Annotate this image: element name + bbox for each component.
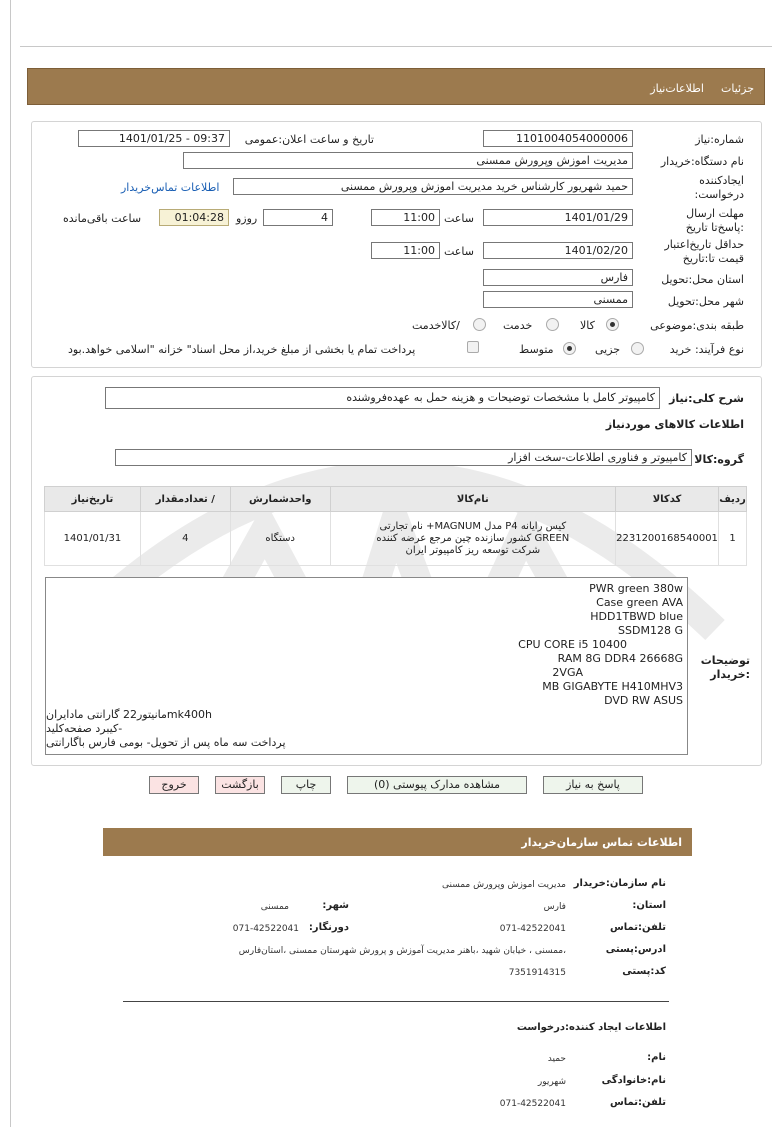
- need-number-field[interactable]: 1101004054000006: [483, 130, 633, 147]
- postal-value: 7351914315: [508, 968, 566, 978]
- need-number-label: شماره:نیاز: [695, 133, 744, 146]
- address-value: ،ممسنی ، خیابان شهید ،باهنر مدیریت آموزش و پرورش شهرستان ممسنی ،استان‌فارس: [238, 946, 566, 956]
- buyer-org-field[interactable]: مدیریت اموزش وپرورش ممسنی: [183, 152, 633, 169]
- table-row[interactable]: [45, 512, 747, 566]
- buyer-org-label: نام دستگاه:خریدار: [660, 155, 744, 168]
- process-label: نوع فرآیند: خرید: [669, 343, 744, 356]
- radio-goods-service[interactable]: [473, 318, 486, 331]
- radio-medium[interactable]: [563, 342, 576, 355]
- phone-label: تلفن:تماس: [609, 922, 666, 933]
- radio-goods-service-label: /کالاخدمت: [412, 319, 460, 332]
- desc-line: mk400hمانیتور22 گارانتی مادایران: [46, 708, 212, 721]
- top-divider: [20, 46, 772, 47]
- province-label: استان محل:تحویل: [661, 273, 744, 286]
- contact-separator: [123, 1001, 669, 1002]
- cell-date: 1401/01/31: [45, 512, 141, 566]
- city-field[interactable]: ممسنی: [483, 291, 633, 308]
- col-name: نام‌کالا: [330, 487, 615, 512]
- desc-line: PWR green 380w: [589, 582, 683, 595]
- treasury-payment-note: پرداخت تمام یا بخشی از مبلغ خرید،از محل اسناد" خزانه "اسلامی خواهد.بود: [68, 343, 416, 356]
- fax-label: دورنگار:: [308, 922, 349, 933]
- creator-phone-value: 071-42522041: [499, 1099, 566, 1109]
- send-date-field[interactable]: 1401/01/29: [483, 209, 633, 226]
- cell-qty: 4: [140, 512, 230, 566]
- radio-minor[interactable]: [631, 342, 644, 355]
- day-label: روزو: [236, 212, 258, 225]
- summary-field[interactable]: کامپیوتر کامل با مشخصات توضیحات و هزینه حمل به عهده‌فروشنده: [105, 387, 660, 409]
- validity-date-field[interactable]: 1401/02/20: [483, 242, 633, 259]
- cell-unit: دستگاه: [230, 512, 330, 566]
- city-label: شهر محل:تحویل: [667, 295, 744, 308]
- desc-line: Case green AVA: [596, 596, 683, 609]
- print-button[interactable]: چاپ: [281, 776, 331, 794]
- validity-time-label: ساعت: [444, 245, 474, 258]
- desc-line: پرداخت سه ماه پس از تحویل- بومی فارس باگارانتی: [46, 736, 286, 749]
- col-unit: واحدشمارش: [230, 487, 330, 512]
- col-date: تاریخ‌نیاز: [45, 487, 141, 512]
- creator-family-value: شهریور: [537, 1077, 566, 1087]
- phone-value: 071-42522041: [499, 924, 566, 934]
- cell-code: 2231200168540001: [616, 512, 719, 566]
- province-field[interactable]: فارس: [483, 269, 633, 286]
- remaining-label: ساعت باقی‌مانده: [63, 212, 142, 225]
- radio-goods-label: کالا: [580, 319, 595, 332]
- desc-line: 2VGA: [552, 666, 583, 679]
- col-row: ردیف: [719, 487, 747, 512]
- send-deadline-label: مهلت ارسال :پاسخ‌تا تاریخ: [685, 207, 744, 234]
- remaining-time: 01:04:28: [159, 209, 229, 226]
- creator-section-title: اطلاعات ایجاد کننده:درخواست: [516, 1022, 666, 1033]
- summary-label: شرح کلی:نیاز: [669, 392, 744, 405]
- send-time-label: ساعت: [444, 212, 474, 225]
- desc-line: HDD1TBWD blue: [590, 610, 683, 623]
- creator-name-value: حمید: [547, 1054, 566, 1064]
- goods-table: [44, 486, 747, 566]
- announce-label: تاریخ و ساعت اعلان:عمومی: [244, 133, 374, 146]
- buyer-desc-label: توضیحات :خریدار: [700, 654, 750, 681]
- validity-time-field[interactable]: 11:00: [371, 242, 440, 259]
- tab-need-info[interactable]: اطلاعات‌نیاز: [650, 82, 704, 95]
- contact-city-label: شهر:: [322, 900, 349, 911]
- address-label: ادرس:پستی: [605, 944, 666, 955]
- creator-label: ایجادکننده درخواست:: [694, 174, 744, 201]
- buyer-contact-link[interactable]: اطلاعات تماس‌خریدار: [121, 181, 220, 194]
- col-qty: / تعدادمقدار: [140, 487, 230, 512]
- desc-line: -کیبرد صفحه‌کلید: [46, 722, 123, 735]
- radio-medium-label: متوسط: [519, 343, 554, 356]
- group-field[interactable]: کامپیوتر و فناوری اطلاعات-سخت افزار: [115, 449, 692, 466]
- contact-section-bar: [103, 828, 692, 856]
- contact-province-label: استان:: [632, 900, 666, 911]
- contact-province-value: فارس: [543, 902, 566, 912]
- buyer-desc-box: [45, 577, 688, 755]
- desc-line: CPU CORE i5 10400: [518, 638, 627, 651]
- creator-family-label: نام:خانوادگی: [601, 1075, 666, 1086]
- col-code: کدکالا: [616, 487, 719, 512]
- radio-goods[interactable]: [606, 318, 619, 331]
- reply-button[interactable]: پاسخ به نیاز: [543, 776, 643, 794]
- validity-label: حداقل تاریخ‌اعتبار قیمت تا:تاریخ: [664, 238, 744, 265]
- desc-line: MB GIGABYTE H410MHV3: [542, 680, 683, 693]
- postal-label: کد:پستی: [622, 966, 666, 977]
- creator-phone-label: تلفن:تماس: [609, 1097, 666, 1108]
- header-bar: [27, 68, 765, 105]
- exit-button[interactable]: خروج: [149, 776, 199, 794]
- radio-service-label: خدمت: [503, 319, 533, 332]
- desc-line: SSDM128 G: [618, 624, 683, 637]
- announce-field[interactable]: 1401/01/25 - 09:37: [78, 130, 230, 147]
- attachments-button[interactable]: مشاهده مدارک پیوستی (0): [347, 776, 527, 794]
- contact-section-title: اطلاعات تماس سازمان‌خریدار: [521, 836, 682, 849]
- treasury-payment-checkbox[interactable]: [467, 341, 479, 353]
- cell-name: کیس رایانه P4 مدل MAGNUM+ نام تجارتی GREEN کشور سازنده چین مرجع عرضه کننده شرکت توسعه ریز کامپیوتر ایران: [330, 512, 615, 566]
- fax-value: 071-42522041: [232, 924, 299, 934]
- goods-info-title: اطلاعات کالاهای موردنیاز: [605, 418, 744, 431]
- desc-line: RAM 8G DDR4 26668G: [557, 652, 683, 665]
- tab-details[interactable]: جزئیات: [721, 82, 754, 95]
- desc-line: DVD RW ASUS: [604, 694, 683, 707]
- group-label: گروه:کالا: [694, 453, 744, 466]
- org-value: مدیریت اموزش وپرورش ممسنی: [441, 880, 566, 890]
- left-border: [10, 0, 11, 1127]
- contact-city-value: ممسنی: [260, 902, 289, 912]
- radio-minor-label: جزیی: [595, 343, 621, 356]
- org-label: نام سازمان:خریدار: [573, 878, 666, 889]
- cell-row: 1: [719, 512, 747, 566]
- category-label: طبقه بندی:موضوعی: [650, 319, 744, 332]
- days-field[interactable]: 4: [263, 209, 333, 226]
- radio-service[interactable]: [546, 318, 559, 331]
- creator-name-label: نام:: [647, 1052, 666, 1063]
- creator-field[interactable]: حمید شهریور کارشناس خرید مدیریت اموزش وپرورش ممسنی: [233, 178, 633, 195]
- send-time-field[interactable]: 11:00: [371, 209, 440, 226]
- back-button[interactable]: بازگشت: [215, 776, 265, 794]
